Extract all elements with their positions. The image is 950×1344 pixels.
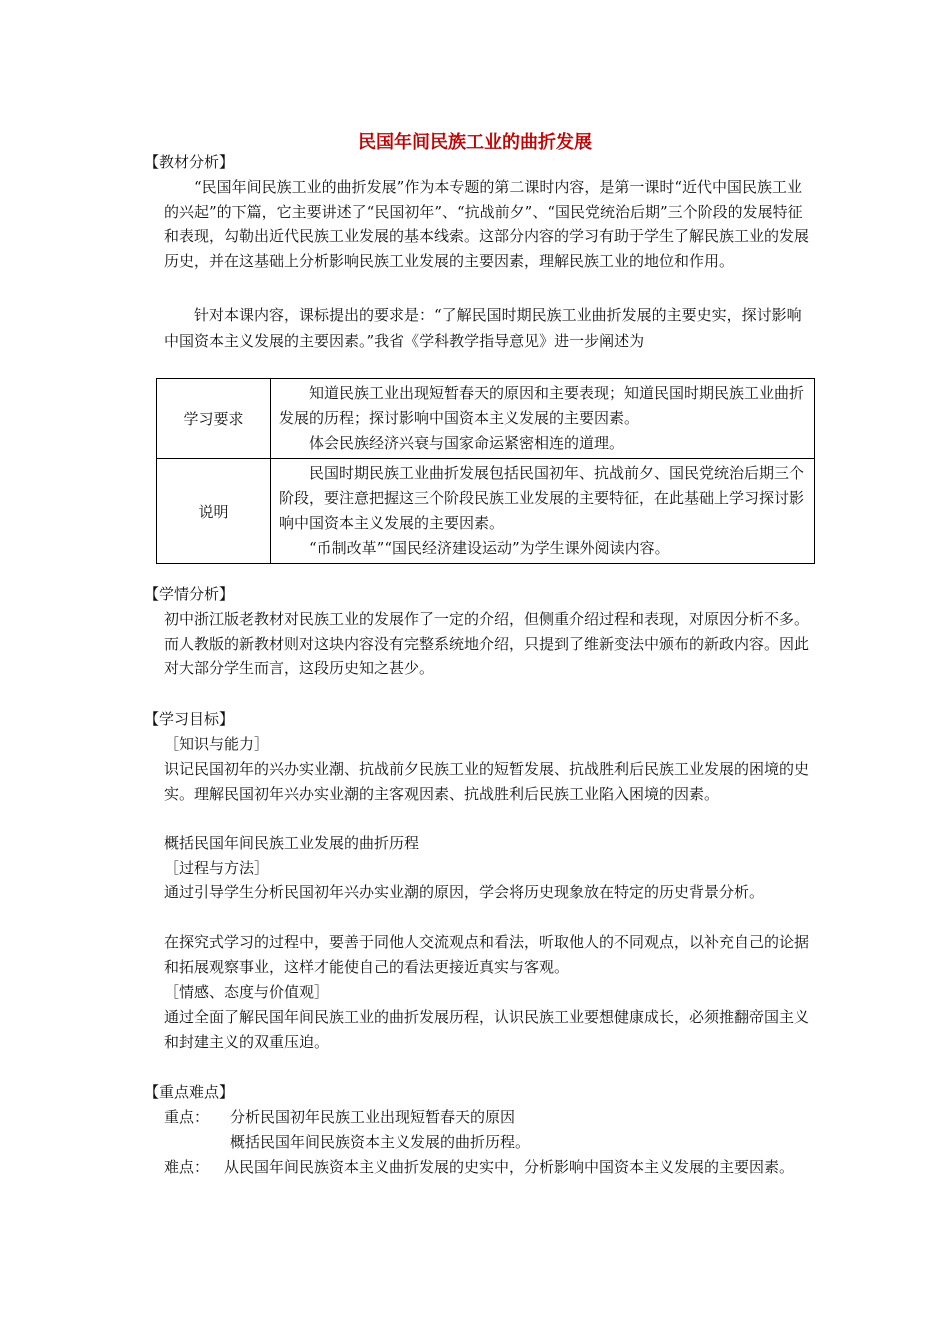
table-row-content <box>271 379 815 459</box>
learner-analysis-paragraph: 初中浙江版老教材对民族工业的发展作了一定的介绍，但侧重介绍过程和表现，对原因分析不多。而人教版的新教材则对这块内容没有完整系统地介绍，只提到了维新变法中颁布的新政内容。因此对大部分学生而言，这段历史知之甚少。 <box>164 610 810 677</box>
subheading-process-method: ［过程与方法］ <box>164 859 270 877</box>
objective-paragraph-1: 识记民国初年的兴办实业潮、抗战前夕民族工业的短暂发展、抗战胜利后民族工业发展的困境的史实。理解民国初年兴办实业潮的主客观因素、抗战胜利后民族工业陷入困境的因素。 <box>164 760 810 803</box>
key-points-label: 重点： <box>164 1108 210 1126</box>
table-row <box>157 379 815 459</box>
table-row-line: “币制改革”“国民经济建设运动”为学生课外阅读内容。 <box>309 539 670 557</box>
table-row <box>157 459 815 564</box>
subheading-emotion-values: ［情感、态度与价值观］ <box>164 983 330 1001</box>
textbook-analysis-paragraph-2: 针对本课内容，课标提出的要求是：“了解民国时期民族工业曲折发展的主要史实，探讨影响中国资本主义发展的主要因素。”我省《学科教学指导意见》进一步阐述为 <box>164 306 802 350</box>
table-row-line: 知道民族工业出现短暂春天的原因和主要表现；知道民国时期民族工业曲折发展的历程；探讨影响中国资本主义发展的主要因素。 <box>279 384 805 427</box>
objective-paragraph-4: 在探究式学习的过程中，要善于同他人交流观点和看法，听取他人的不同观点，以补充自己的论据和拓展观察事业，这样才能使自己的看法更接近真实与客观。 <box>164 933 810 976</box>
subheading-knowledge-ability: ［知识与能力］ <box>164 735 270 753</box>
difficult-points-label: 难点： <box>164 1158 210 1176</box>
table-row-content <box>271 459 815 564</box>
table-row-line: 民国时期民族工业曲折发展包括民国初年、抗战前夕、国民党统治后期三个阶段，要注意把握这三个阶段民族工业发展的主要特征，在此基础上学习探讨影响中国资本主义发展的主要因素。 <box>279 464 805 532</box>
textbook-analysis-paragraph-1: “民国年间民族工业的曲折发展”作为本专题的第二课时内容，是第一课时“近代中国民族工业的兴起”的下篇，它主要讲述了“民国初年”、“抗战前夕”、“国民党统治后期”三个阶段的发展特征和表现，勾勒出近代民族工业发展的基本线索。这部分内容的学习有助于学生了解民族工业的发展历史，并在这基础上分析影响民族工业发展的主要因素，理解民族工业的地位和作用。 <box>164 178 810 270</box>
key-point-1: 分析民国初年民族工业出现短暂春天的原因 <box>230 1108 516 1126</box>
objective-paragraph-2: 概括民国年间民族工业发展的曲折历程 <box>164 834 420 852</box>
table-row-label: 学习要求 <box>157 379 271 459</box>
objective-paragraph-5: 通过全面了解民国年间民族工业的曲折发展历程，认识民族工业要想健康成长，必须推翻帝国主义和封建主义的双重压迫。 <box>164 1008 810 1051</box>
table-row-label: 说明 <box>157 459 271 564</box>
document-title: 民国年间民族工业的曲折发展 <box>358 132 592 153</box>
requirements-table <box>156 378 815 564</box>
section-heading-learner-analysis: 【学情分析】 <box>144 585 235 603</box>
section-heading-textbook-analysis: 【教材分析】 <box>144 153 235 171</box>
objective-paragraph-3: 通过引导学生分析民国初年兴办实业潮的原因，学会将历史现象放在特定的历史背景分析。 <box>164 883 765 901</box>
key-point-2: 概括民国年间民族资本主义发展的曲折历程。 <box>230 1133 531 1151</box>
table-row-line: 体会民族经济兴衰与国家命运紧密相连的道理。 <box>309 434 625 452</box>
section-heading-learning-objectives: 【学习目标】 <box>144 710 235 728</box>
section-heading-key-difficult-points: 【重点难点】 <box>144 1083 235 1101</box>
difficult-point-text: 从民国年间民族资本主义曲折发展的史实中，分析影响中国资本主义发展的主要因素。 <box>224 1158 795 1176</box>
